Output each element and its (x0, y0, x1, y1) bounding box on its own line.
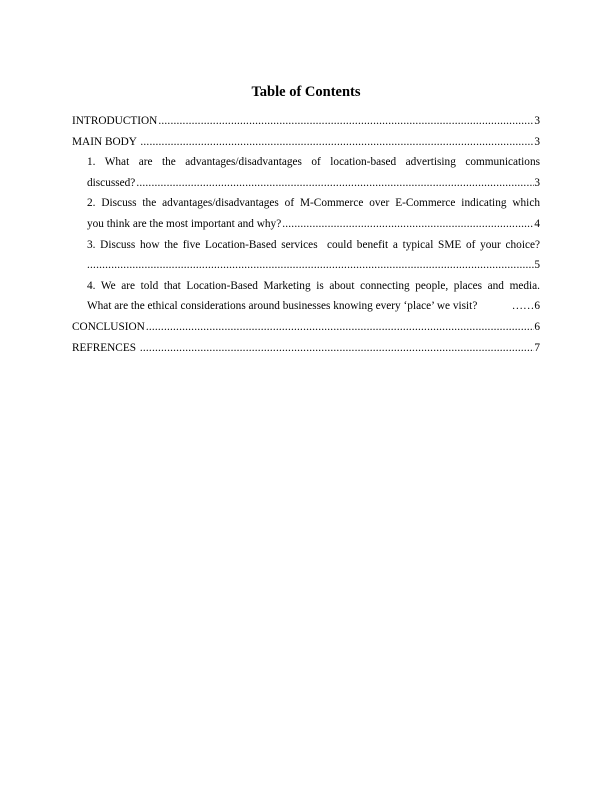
toc-entry-conclusion[interactable] (72, 317, 540, 338)
dot-leader (140, 338, 534, 359)
toc-entry-references[interactable] (72, 338, 540, 359)
toc-entry-label-line1: 4. We are told that Location-Based Marketing is about connecting people, places and media. (87, 279, 540, 292)
table-of-contents (72, 111, 540, 358)
toc-entry-label-line1: 1. What are the advantages/disadvantages of location-based advertising communications (87, 156, 540, 169)
toc-entry-label-line2: What are the ethical considerations around businesses knowing every ‘place’ we visit? (87, 300, 478, 313)
toc-entry-page: 6 (534, 300, 540, 313)
toc-entry-introduction[interactable] (72, 111, 540, 132)
toc-entry-label: MAIN BODY (72, 135, 140, 148)
dot-leader (140, 132, 534, 153)
toc-entry-label-line1: 2. Discuss the advantages/disadvantages of M-Commerce over E-Commerce indicating which (87, 197, 540, 210)
dot-leader (282, 214, 534, 235)
dot-leader (146, 317, 535, 338)
toc-entry-page: 3 (534, 176, 540, 189)
toc-entry-label: INTRODUCTION (72, 115, 158, 127)
toc-title: Table of Contents (251, 84, 361, 100)
toc-entry-question-3[interactable] (87, 235, 540, 276)
toc-entry-page: 6 (534, 320, 540, 333)
toc-entry-question-1[interactable] (87, 152, 540, 193)
dot-leader: …… (511, 300, 535, 313)
toc-entry-page: 3 (534, 115, 540, 127)
toc-entry-label-line1: 3. Discuss how the five Location-Based services could benefit a typical SME of your choice? (87, 238, 540, 251)
dot-leader (87, 255, 534, 276)
toc-entry-label-line2: you think are the most important and why? (87, 217, 282, 230)
toc-entry-question-4[interactable] (87, 276, 540, 317)
toc-entry-page: 4 (534, 217, 540, 230)
toc-entry-question-2[interactable] (87, 193, 540, 234)
toc-entry-label: CONCLUSION (72, 320, 145, 333)
dot-leader (158, 111, 534, 132)
dot-leader (136, 173, 534, 194)
toc-entry-page: 7 (534, 341, 540, 354)
toc-entry-label-line2: discussed? (87, 176, 136, 189)
toc-entry-main-body[interactable] (72, 132, 540, 153)
toc-entry-label: REFRENCES (72, 341, 139, 354)
toc-entry-page: 5 (534, 259, 540, 272)
toc-entry-page: 3 (534, 135, 540, 148)
